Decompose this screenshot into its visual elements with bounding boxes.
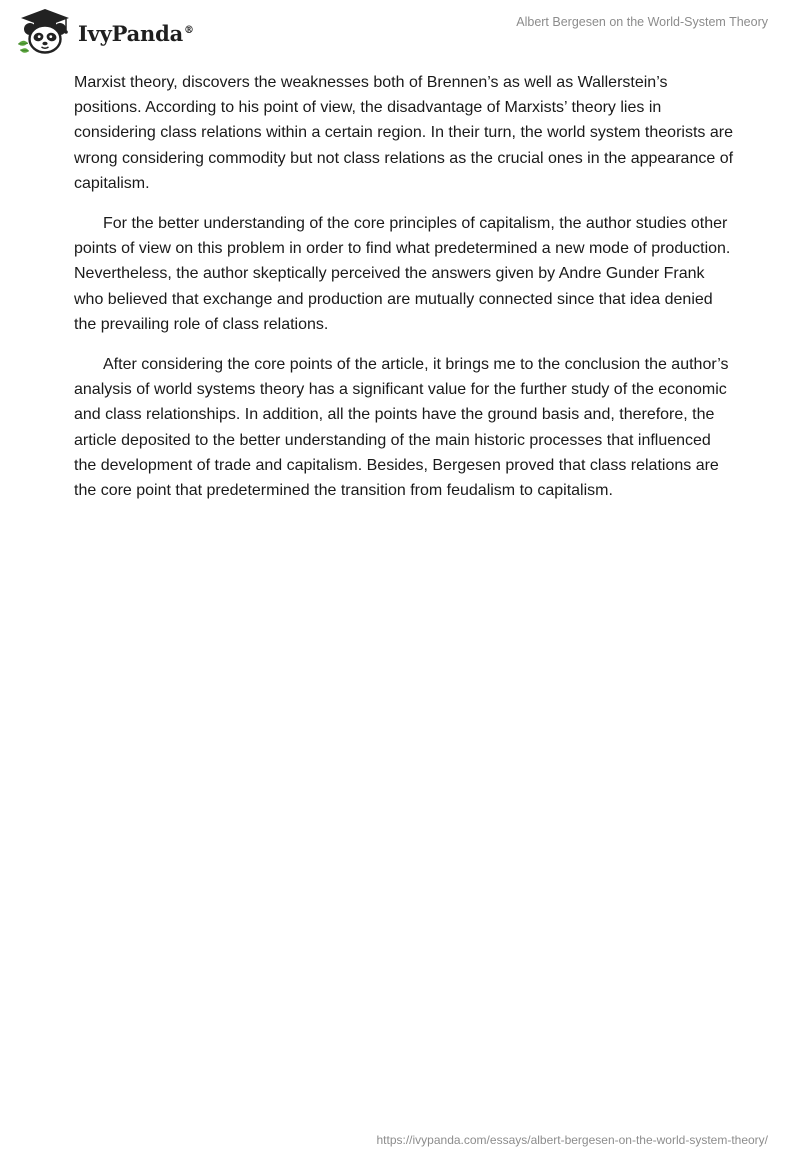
essay-body	[74, 70, 734, 518]
document-title: Albert Bergesen on the World-System Theory	[516, 15, 768, 29]
paragraph: For the better understanding of the core principles of capitalism, the author studies other points of view on this problem in order to find what predetermined a new mode of production. Nevertheless, the author skeptically perceived the answers given by Andre Gunder Frank who believed that exchange and production are mutually connected since that idea denied the prevailing role of class relations.	[74, 215, 731, 333]
source-url[interactable]: https://ivypanda.com/essays/albert-bergesen-on-the-world-system-theory/	[376, 1133, 768, 1147]
registered-mark: ®	[184, 24, 194, 36]
panda-graduate-icon	[14, 7, 76, 57]
ivypanda-logo[interactable]	[14, 7, 194, 57]
paragraph: Marxist theory, discovers the weaknesses both of Brennen’s as well as Wallerstein’s positions. According to his point of view, the disadvantage of Marxists’ theory lies in considering class relations within a certain region. In their turn, the world system theorists are wrong considering commodity but not class relations as the crucial ones in the appearance of capitalism.	[74, 74, 734, 192]
paragraph: After considering the core points of the article, it brings me to the conclusion the author’s analysis of world systems theory has a significant value for the further study of the economic and class relationships. In addition, all the points have the ground basis and, therefore, the article deposited to the better understanding of the main historic processes that influenced the development of trade and capitalism. Besides, Bergesen proved that class relations are the core point that predetermined the transition from feudalism to capitalism.	[74, 356, 729, 500]
brand-name: IvyPanda®	[78, 20, 194, 46]
page-header	[0, 0, 800, 66]
